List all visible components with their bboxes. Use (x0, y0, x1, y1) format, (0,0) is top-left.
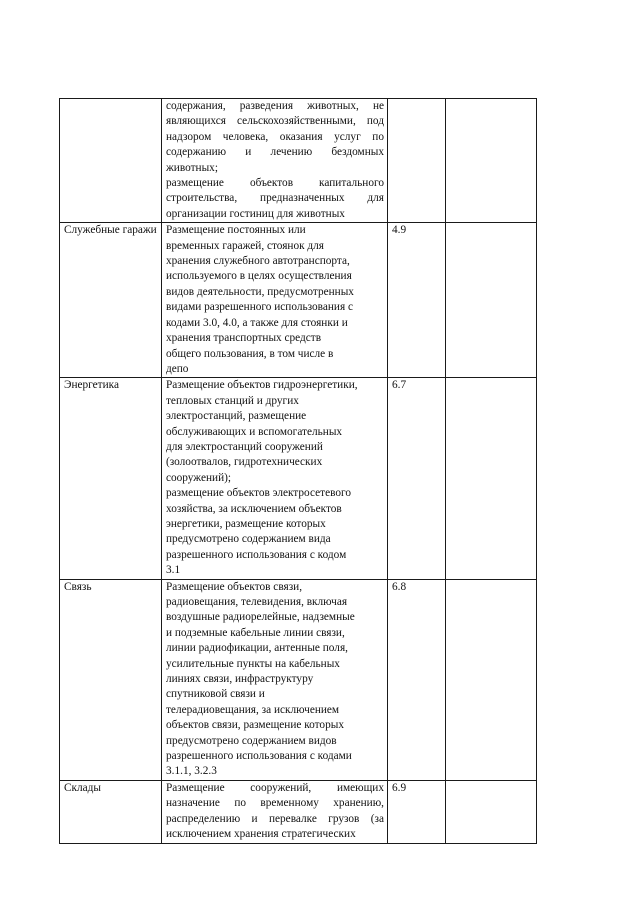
extra-cell (446, 579, 537, 780)
use-code-cell: 4.9 (388, 223, 446, 378)
use-name-cell (60, 99, 162, 223)
use-description-cell (162, 223, 388, 378)
use-description-cell (162, 99, 388, 223)
use-code-cell (388, 99, 446, 223)
use-name-cell: Служебные гаражи (60, 223, 162, 378)
extra-cell (446, 378, 537, 579)
table-row (60, 99, 537, 223)
use-description: содержания, разведения животных, не являющихся сельскохозяйственными, под надзором человека, оказания услуг по содержанию и лечению бездомных животных; размещение объектов капитального строительства, предназначенных для организации гостиниц для животных (166, 100, 384, 220)
use-description: Размещение объектов гидроэнергетики, тепловых станций и других электростанций, размещение обслуживающих и вспомогательных для электростанций сооружений (золоотвалов, гидротехнических сооружений); размещение объектов электросетевого хозяйства, за исключением объектов энергетики, размещение которых предусмотрено содержанием вида разрешенного использования с кодом 3.1 (166, 379, 358, 577)
use-code-cell: 6.9 (388, 780, 446, 843)
use-name-cell: Связь (60, 579, 162, 780)
extra-cell (446, 780, 537, 843)
table-row (60, 579, 537, 780)
use-code-cell: 6.8 (388, 579, 446, 780)
use-code-cell: 6.7 (388, 378, 446, 579)
use-description-cell (162, 579, 388, 780)
use-description-cell (162, 780, 388, 843)
use-description: Размещение сооружений, имеющих назначение по временному хранению, распределению и перевалке грузов (за исключением хранения стратегических (166, 781, 384, 841)
use-name-cell: Склады (60, 780, 162, 843)
use-description-cell (162, 378, 388, 579)
use-description: Размещение постоянных или временных гаражей, стоянок для хранения служебного автотранспорта, используемого в целях осуществления видов деятельности, предусмотренных видами разрешенного использования с кодами 3.0, 4.0, а также для стоянки и хранения транспортных средств общего пользования, в том числе в депо (166, 224, 354, 375)
table-row (60, 780, 537, 843)
extra-cell (446, 223, 537, 378)
table-row (60, 378, 537, 579)
use-description: Размещение объектов связи, радиовещания, телевидения, включая воздушные радиорелейные, надземные и подземные кабельные линии связи, линии радиофикации, антенные поля, усилительные пункты на кабельных линиях связи, инфраструктуру спутниковой связи и телерадиовещания, за исключением объектов связи, размещение которых предусмотрено содержанием видов разрешенного использования с кодами 3.1.1, 3.2.3 (166, 580, 355, 778)
use-name-cell: Энергетика (60, 378, 162, 579)
land-use-table (59, 98, 537, 844)
extra-cell (446, 99, 537, 223)
table-row (60, 223, 537, 378)
